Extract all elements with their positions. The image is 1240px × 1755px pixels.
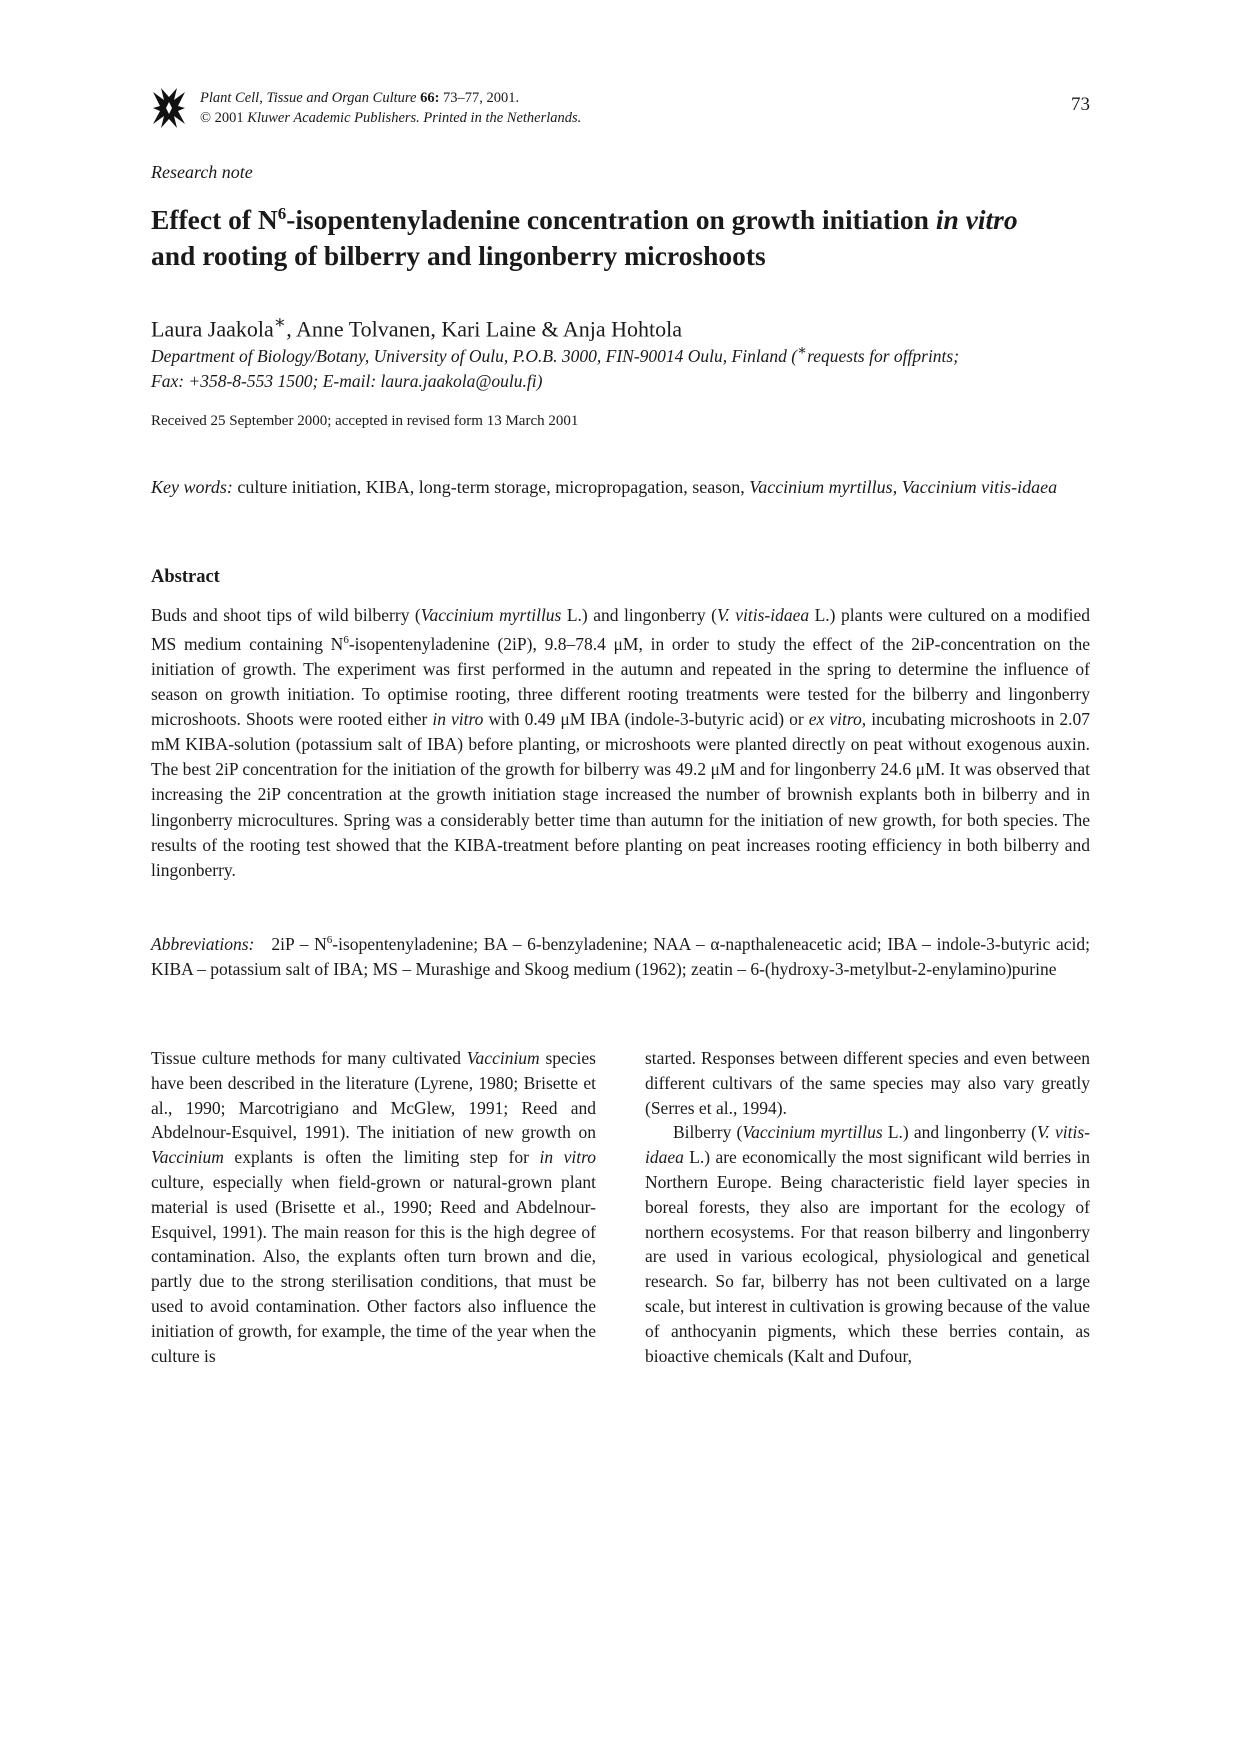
body-paragraph: started. Responses between different species and even between different cultivars of the same species may also vary greatly (Serres et al., 1994). <box>645 1048 1090 1118</box>
title-part2: -isopentenyladenine concentration on growth initiation <box>286 204 936 236</box>
keywords-text: culture initiation, KIBA, long-term storage, micropropagation, season, <box>232 477 750 497</box>
keywords-label: Key words: <box>151 477 233 497</box>
journal-name: Plant Cell, Tissue and Organ Culture <box>200 90 417 106</box>
left-t3: explants is often the limiting step for <box>223 1147 540 1168</box>
abbreviations-sup: 6 <box>326 934 333 946</box>
copyright-year: © 2001 <box>200 110 244 126</box>
page-number: 73 <box>1071 94 1090 115</box>
left-t1-italic: Vaccinium <box>466 1048 540 1068</box>
abbreviations-a2: -isopentenyladenine; BA – 6-benzyladenine; NAA – α-napthaleneacetic acid; IBA – indole-3-butyric acid; KIBA – potassium salt of IBA; MS – Murashige and Skoog medium (1962); zeatin – 6-(hydroxy-3-metylbut-2-enylamino)purine <box>151 933 1090 979</box>
abstract-s5: with 0.49 μM IBA (indole-3-butyric acid) or <box>483 709 809 730</box>
journal-pages: 73–77, 2001. <box>443 90 520 106</box>
other-authors: , Anne Tolvanen, Kari Laine & Anja Hohtola <box>286 316 683 342</box>
abbreviations <box>151 928 1090 982</box>
title-line2: and rooting of bilberry and lingonberry microshoots <box>151 240 766 272</box>
affiliation-star: ∗ <box>797 343 808 359</box>
body-paragraph <box>151 1046 596 1368</box>
keyword-separator: , <box>892 477 902 497</box>
printed-note: Printed in the Netherlands. <box>423 110 582 126</box>
first-author: Laura Jaakola <box>151 316 274 342</box>
publisher-logo-icon <box>151 86 187 130</box>
title-superscript: 6 <box>277 204 287 223</box>
abstract-ex-vitro: ex vitro <box>808 709 862 730</box>
left-t1: Tissue culture methods for many cultivated <box>151 1048 467 1068</box>
corresponding-mark: ∗ <box>273 312 287 332</box>
abstract-sup: 6 <box>343 634 349 647</box>
left-t2: species have been described in the literature (Lyrene, 1980; Brisette et al., 1990; Marcotrigiano and McGlew, 1991; Reed and Abdelnour-Esquivel, 1991). The initiation of new growth on <box>151 1048 596 1143</box>
right-p2c: L.) are economically the most significant wild berries in Northern Europe. Being characteristic field layer species in boreal forests, they also are important for the ecology of northern ecosystems. For that reason bilberry and lingonberry are used in various ecological, physiological and genetical research. So far, bilberry has not been cultivated on a large scale, but interest in cultivation is growing because of the value of anthocyanin pigments, which these berries contain, as bioactive chemicals (Kalt and Dufour, <box>645 1147 1090 1366</box>
section-type: Research note <box>151 162 253 182</box>
keyword-species1: Vaccinium myrtillus <box>749 477 893 497</box>
abstract-s4: -isopentenyladenine (2iP), 9.8–78.4 μM, in order to study the effect of the 2iP-concentration on the initiation of growth. The experiment was first performed in the autumn and repeated in the spring to determine the influence of season on growth initiation. To optimise rooting, three different rooting treatments were tested for the bilberry and lingonberry microshoots. Shoots were rooted either <box>151 633 1091 730</box>
abstract-heading: Abstract <box>151 567 220 587</box>
affiliation <box>151 339 1091 394</box>
affiliation-line1: Department of Biology/Botany, University of Oulu, P.O.B. 3000, FIN-90014 Oulu, Finland ( <box>151 345 798 366</box>
abbreviations-a1: 2iP – N <box>254 933 327 954</box>
abstract-s6: , incubating microshoots in 2.07 mM KIBA-solution (potassium salt of IBA) before planting, or microshoots were planted directly on peat without exogenous auxin. The best 2iP concentration for the initiation of the growth for bilberry was 49.2 μM and for lingonberry 24.6 μM. It was observed that increasing the 2iP concentration at the growth initiation stage increased the number of brownish explants both in bilberry and in lingonberry microcultures. Spring was a considerably better time than autumn for the initiation of new growth, for both species. The results of the rooting test showed that the KIBA-treatment before planting on peat increases rooting efficiency in both bilberry and lingonberry. <box>151 709 1091 880</box>
title-part1: Effect of N <box>151 204 278 236</box>
publisher-name: Kluwer Academic Publishers. <box>247 110 420 126</box>
right-p2a-italic: Vaccinium myrtillus <box>742 1122 883 1143</box>
abstract-s1: Buds and shoot tips of wild bilberry ( <box>151 605 421 625</box>
left-t2-italic: Vaccinium <box>151 1147 224 1168</box>
body-column-right <box>645 1046 1090 1368</box>
body-paragraph <box>645 1120 1090 1368</box>
right-p2a: Bilberry ( <box>673 1122 743 1143</box>
abstract-in-vitro: in vitro <box>432 709 484 730</box>
journal-citation <box>200 88 581 128</box>
author-list <box>151 312 682 342</box>
right-p2b: L.) and lingonberry ( <box>882 1122 1037 1143</box>
received-dates: Received 25 September 2000; accepted in revised form 13 March 2001 <box>151 413 579 429</box>
abstract-s3: L.) plants were cultured on a modified MS medium containing N <box>151 605 1090 654</box>
paper-title <box>151 196 1101 274</box>
left-t3-italic: in vitro <box>539 1147 596 1168</box>
journal-volume: 66: <box>420 90 440 106</box>
left-t4: culture, especially when field-grown or natural-grown plant material is used (Brisette et al., 1990; Reed and Abdelnour-Esquivel, 1991). The main reason for this is the high degree of contamination. Also, the explants often turn brown and die, partly due to the strong sterilisation conditions, that must be used to avoid contamination. Other factors also influence the initiation of growth, for example, the time of the year when the culture is <box>151 1171 596 1366</box>
affiliation-line1-end: requests for offprints; <box>807 345 960 366</box>
affiliation-line2: Fax: +358-8-553 1500; E-mail: laura.jaakola@oulu.fi) <box>151 370 543 391</box>
keyword-species2: Vaccinium vitis-idaea <box>901 477 1058 497</box>
keywords <box>151 475 1091 500</box>
abstract-species2: V. vitis-idaea <box>716 605 810 625</box>
title-italic: in vitro <box>935 204 1018 236</box>
abstract-s2: L.) and lingonberry ( <box>561 605 717 625</box>
abstract-species1: Vaccinium myrtillus <box>420 605 562 625</box>
abbreviations-label: Abbreviations: <box>151 933 255 954</box>
right-p2b-italic: V. vitis-idaea <box>645 1122 1090 1168</box>
abstract-text <box>151 603 1090 883</box>
body-column-left <box>151 1046 596 1368</box>
